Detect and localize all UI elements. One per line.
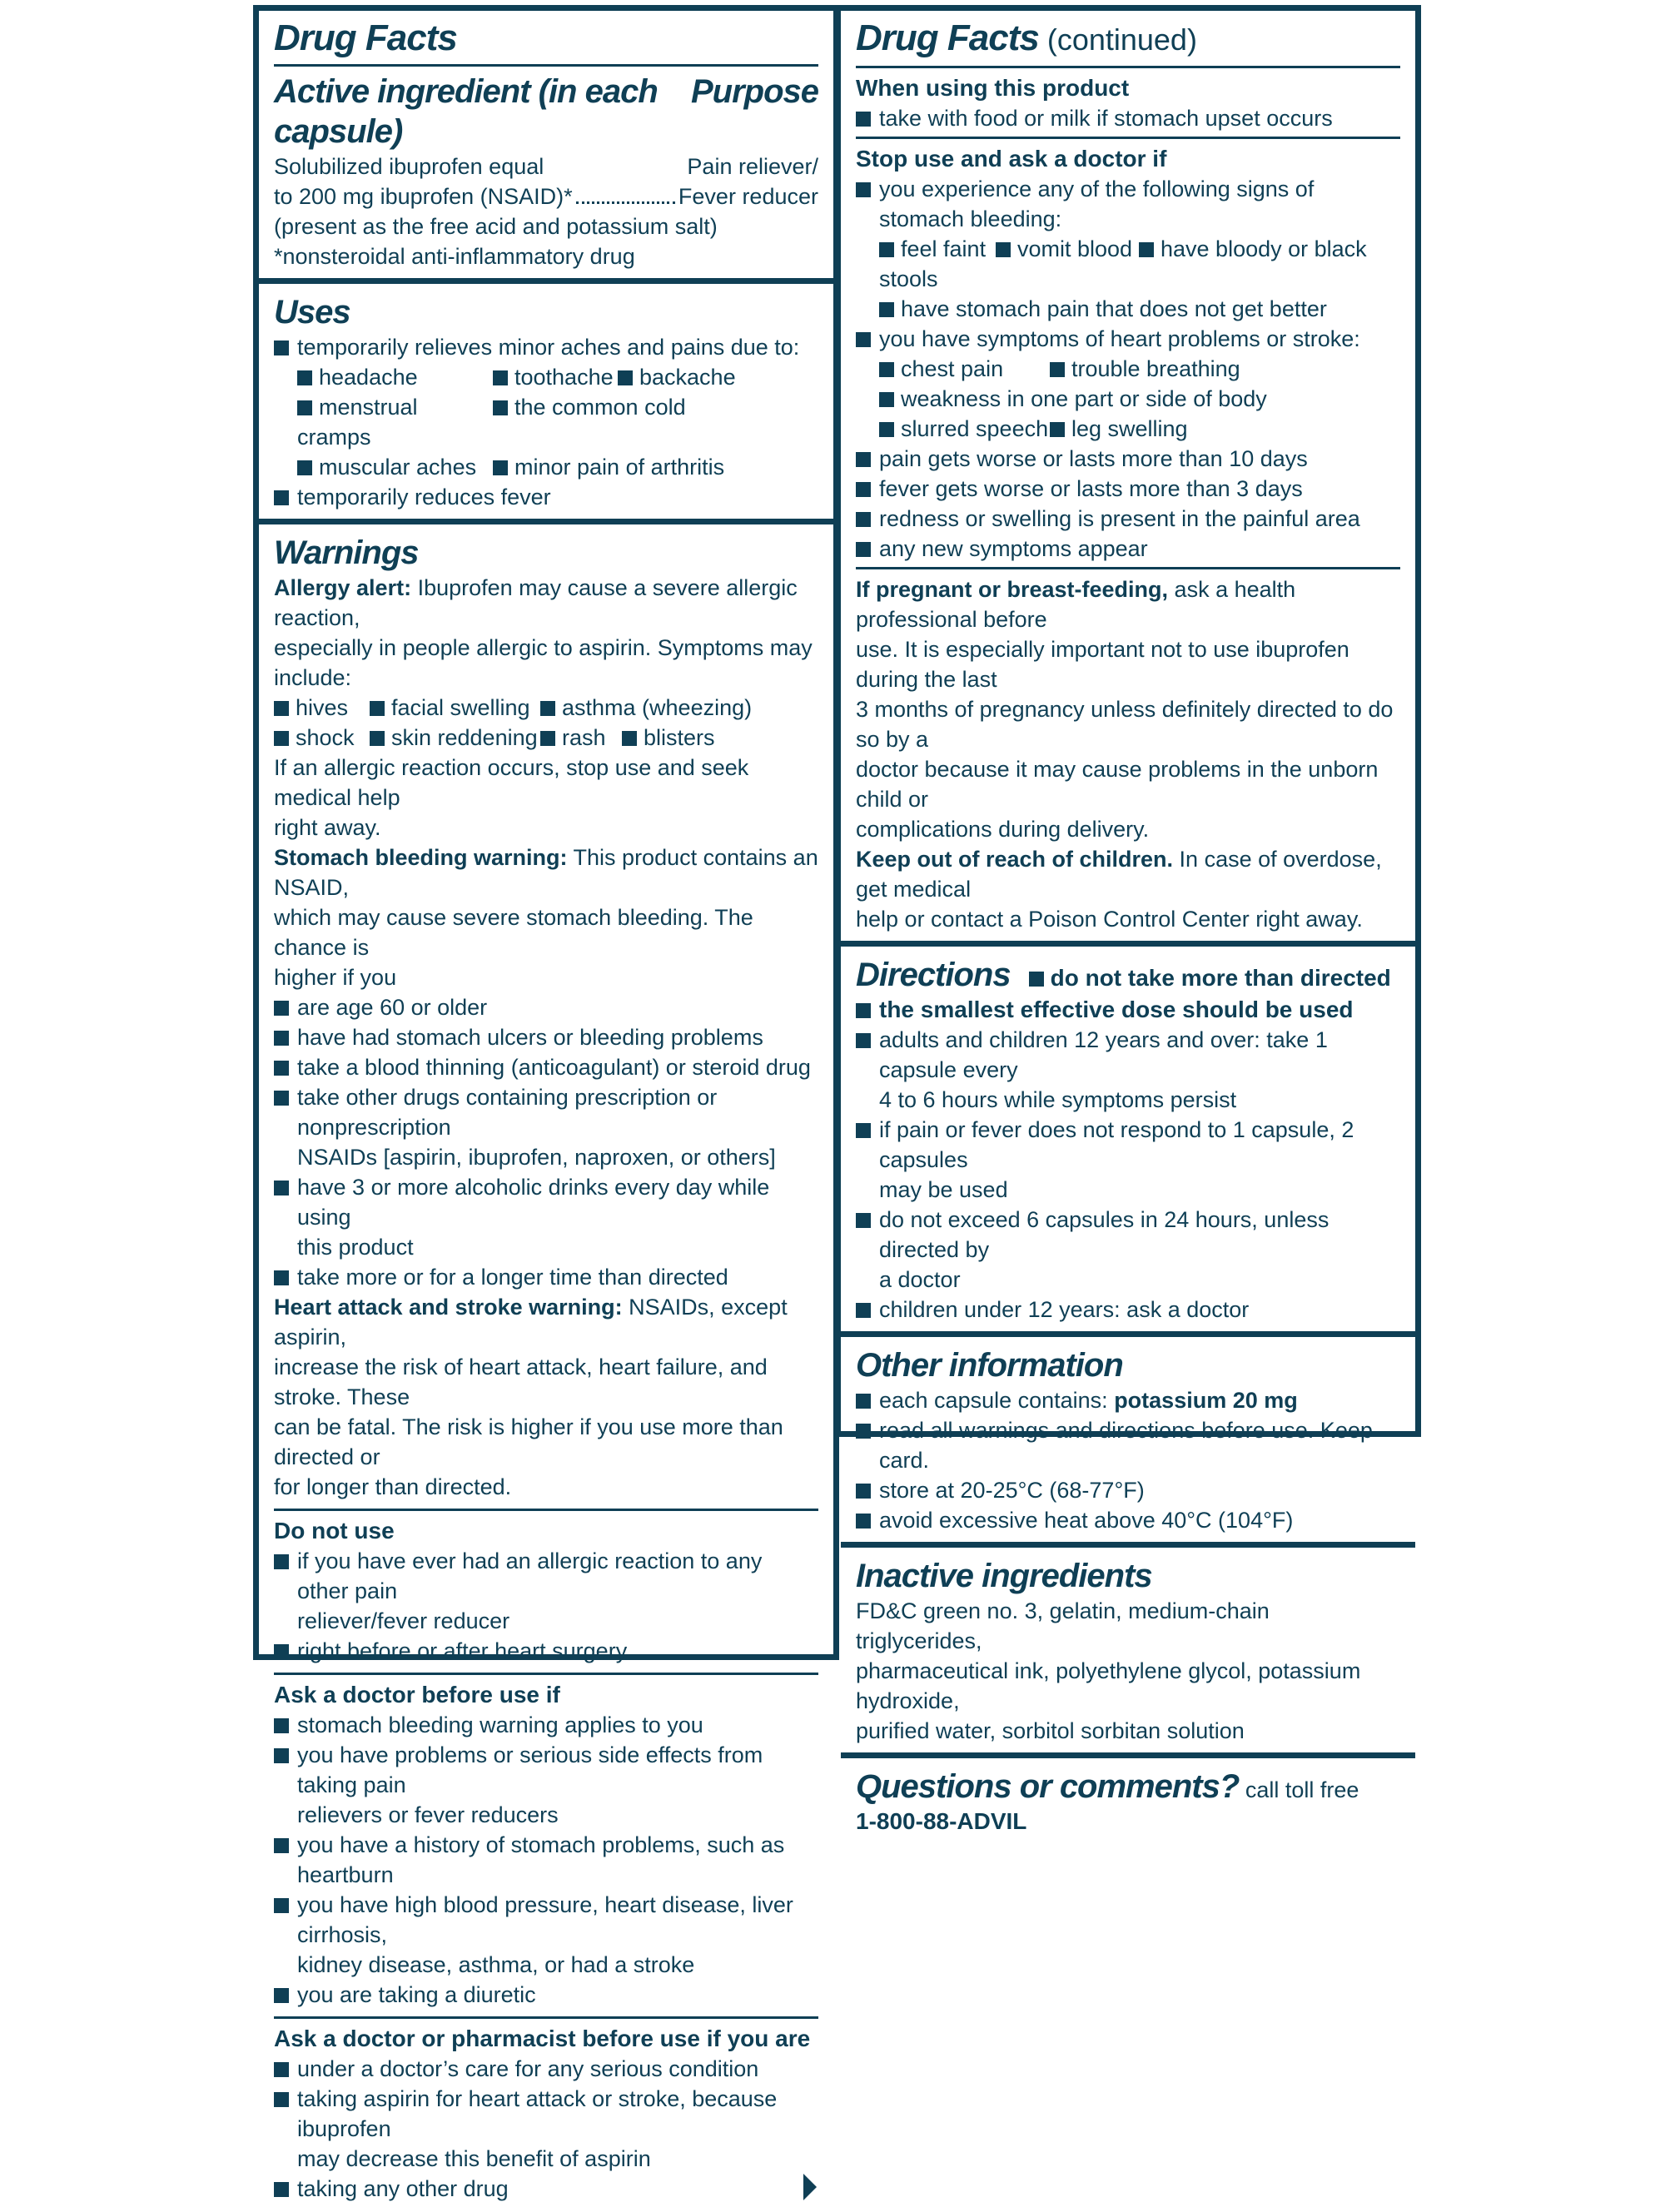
symptoms-row: shock skin reddening rash blisters (274, 723, 818, 753)
divider (856, 66, 1400, 68)
allergy-text: If an allergic reaction occurs, stop use and seek medical help (274, 755, 749, 810)
list-item-line: take other drugs containing prescription or nonprescription (297, 1085, 718, 1140)
square-bullet-icon (1139, 242, 1154, 257)
ingredient-line (274, 181, 818, 211)
list-item-line: taking any other drug (297, 2176, 509, 2201)
list-item: toothache (493, 362, 618, 392)
pregnancy-text: 3 months of pregnancy unless definitely directed to do so by a (856, 697, 1394, 752)
list-item (274, 1636, 818, 1666)
list-item: store at 20-25°C (68-77°F) (856, 1475, 1400, 1505)
uses-heading: Uses (274, 294, 350, 331)
allergy-text: right away. (274, 815, 381, 840)
inactive-text: FD&C green no. 3, gelatin, medium-chain triglycerides, (856, 1598, 1270, 1653)
list-item-line: have 3 or more alcoholic drinks every day while using (297, 1175, 770, 1230)
list-item-line: pain gets worse or lasts more than 10 days (879, 446, 1308, 471)
warnings-continued-panel (841, 11, 1415, 947)
ask-pharmacist-heading: Ask a doctor or pharmacist before use if you are (274, 2026, 811, 2051)
square-bullet-icon (297, 400, 312, 415)
square-bullet-icon (1029, 972, 1044, 987)
list-item-line: NSAIDs [aspirin, ibuprofen, naproxen, or others] (297, 1145, 776, 1170)
other-information-heading: Other information (856, 1347, 1123, 1384)
list-item: each capsule contains: potassium 20 mg (856, 1385, 1400, 1415)
inactive-ingredients-panel (841, 1548, 1415, 1758)
list-item-line: kidney disease, asthma, or had a stroke (297, 1952, 695, 1977)
list-item (856, 504, 1400, 534)
list-item (274, 1172, 818, 1262)
do-not-use-heading: Do not use (274, 1518, 395, 1543)
list-item (274, 2174, 818, 2204)
list-item-line: are age 60 or older (297, 995, 488, 1020)
list-item-line: under a doctor’s care for any serious condition (297, 2056, 759, 2081)
inactive-text: pharmaceutical ink, polyethylene glycol, potassium hydroxide, (856, 1658, 1361, 1713)
list-item-line: right before or after heart surgery (297, 1638, 628, 1663)
uses-sublist (297, 362, 818, 482)
list-item-line: you are taking a diuretic (297, 1982, 536, 2007)
list-item (856, 1025, 1400, 1115)
inactive-text: purified water, sorbitol sorbitan solution (856, 1718, 1245, 1743)
inactive-ingredients-heading: Inactive ingredients (856, 1558, 1152, 1594)
heart-signs: weakness in one part or side of body (879, 384, 1400, 414)
directions-list (856, 1025, 1400, 1325)
square-bullet-icon (1050, 422, 1065, 437)
list-item (856, 444, 1400, 474)
list-item (274, 2054, 818, 2084)
symptoms-row: hives facial swelling asthma (wheezing) (274, 693, 818, 723)
list-item-line: any new symptoms appear (879, 536, 1148, 561)
list-item: temporarily reduces fever (274, 482, 818, 512)
list-item-line: reliever/fever reducer (297, 1608, 510, 1633)
list-item-line: you have a history of stomach problems, such as heartburn (297, 1832, 785, 1887)
list-item (856, 1295, 1400, 1325)
purpose-text: Pain reliever/ (687, 154, 818, 179)
do-not-use-section (274, 1509, 818, 1666)
square-bullet-icon (879, 302, 894, 317)
list-item-line: stomach bleeding warning applies to you (297, 1712, 703, 1737)
list-item-line: fever gets worse or lasts more than 3 days (879, 476, 1303, 501)
square-bullet-icon (540, 701, 555, 716)
warnings-panel (259, 524, 833, 2212)
other-information-panel (841, 1337, 1415, 1548)
phone-number: 1-800-88-ADVIL (856, 1808, 1027, 1834)
square-bullet-icon (540, 731, 555, 746)
directions-heading: Directions (856, 957, 1011, 993)
list-item-line: you have problems or serious side effects from taking pain (297, 1742, 763, 1797)
ingredient-text: Solubilized ibuprofen equal (274, 154, 544, 179)
list-item-line: take more or for a longer time than directed (297, 1265, 728, 1290)
questions-line (856, 1767, 1400, 1807)
list-item-line: adults and children 12 years and over: take 1 capsule every (879, 1027, 1328, 1082)
list-item-line: a doctor (879, 1267, 961, 1292)
square-bullet-icon (1050, 362, 1065, 377)
directions-header (856, 955, 1400, 995)
list-item-line: taking aspirin for heart attack or stroke, because ibuprofen (297, 2086, 778, 2141)
keep-out-warning: Keep out of reach of children. In case of overdose, get medical (856, 847, 1382, 902)
square-bullet-icon (370, 701, 385, 716)
list-item (274, 1052, 818, 1082)
square-bullet-icon (622, 731, 637, 746)
allergy-text: especially in people allergic to aspirin. Symptoms may include: (274, 635, 813, 690)
ask-pharmacist-list (274, 2054, 818, 2204)
stop-use-heading: Stop use and ask a doctor if (856, 146, 1167, 171)
square-bullet-icon (493, 370, 508, 385)
list-item (274, 2084, 818, 2174)
list-item-line: children under 12 years: ask a doctor (879, 1297, 1250, 1322)
list-item: the common cold (493, 392, 784, 452)
heart-signs: slurred speech leg swelling (879, 414, 1400, 444)
purpose-heading: Purpose (690, 73, 818, 110)
list-item (274, 1262, 818, 1292)
square-bullet-icon (879, 392, 894, 407)
drug-facts-title: Drug Facts (274, 17, 457, 58)
divider (856, 567, 1400, 569)
square-bullet-icon (996, 242, 1011, 257)
pregnancy-text: doctor because it may cause problems in the unborn child or (856, 757, 1379, 812)
list-item: temporarily relieves minor aches and pains due to: (274, 332, 818, 362)
active-ingredient-panel (259, 11, 833, 284)
ingredient-footnote: *nonsteroidal anti-inflammatory drug (274, 244, 635, 269)
ask-doctor-list (274, 1710, 818, 2010)
stomach-text: which may cause severe stomach bleeding. The chance is (274, 905, 753, 960)
square-bullet-icon (879, 362, 894, 377)
purpose-text: Fever reducer (678, 184, 818, 209)
list-item (856, 534, 1400, 564)
square-bullet-icon (370, 731, 385, 746)
square-bullet-icon (297, 460, 312, 475)
divider (856, 137, 1400, 139)
active-ingredient-header (274, 72, 818, 152)
questions-panel (841, 1758, 1415, 1843)
list-item: you have symptoms of heart problems or stroke: (856, 324, 1400, 354)
questions-heading: Questions or comments? (856, 1768, 1240, 1805)
divider (274, 64, 818, 67)
list-item (856, 1205, 1400, 1295)
square-bullet-icon (274, 701, 289, 716)
list-item (274, 1830, 818, 1890)
drug-facts-right-column (835, 5, 1421, 1834)
pregnancy-text: complications during delivery. (856, 817, 1150, 842)
bleeding-signs: have stomach pain that does not get better (879, 294, 1400, 324)
list-item (274, 1890, 818, 1980)
list-item-line: may decrease this benefit of aspirin (297, 2146, 651, 2171)
list-item (274, 1082, 818, 1172)
active-ingredient-heading: Active ingredient (in each capsule) (274, 73, 658, 150)
ingredient-note: (present as the free acid and potassium salt) (274, 214, 718, 239)
square-bullet-icon (274, 731, 289, 746)
list-item (274, 1546, 818, 1636)
heart-text: increase the risk of heart attack, heart failure, and stroke. These (274, 1355, 768, 1409)
arrow-right-icon (803, 2174, 817, 2200)
list-item-line: you have high blood pressure, heart disease, liver cirrhosis, (297, 1892, 793, 1947)
do-not-use-list (274, 1546, 818, 1666)
list-item: read all warnings and directions before use. Keep card. (856, 1415, 1400, 1475)
list-item-line: take a blood thinning (anticoagulant) or steroid drug (297, 1055, 811, 1080)
directions-inline: do not take more than directed (1029, 963, 1391, 993)
heart-signs: chest pain trouble breathing (879, 354, 1400, 384)
list-item: backache (618, 362, 784, 392)
ask-pharmacist-section (274, 2016, 818, 2204)
bleeding-signs: feel faint vomit blood have bloody or black stools (879, 236, 1367, 291)
directions-panel (841, 947, 1415, 1337)
warnings-heading: Warnings (274, 534, 419, 571)
list-item (274, 1980, 818, 2010)
list-item-line: this product (297, 1235, 414, 1260)
when-using-heading: When using this product (856, 75, 1130, 101)
list-item: the smallest effective dose should be used (856, 995, 1400, 1025)
ask-doctor-section (274, 1673, 818, 2010)
pregnancy-text: use. It is especially important not to use ibuprofen during the last (856, 637, 1349, 692)
square-bullet-icon (297, 370, 312, 385)
list-item-line: relievers or fever reducers (297, 1802, 559, 1827)
questions-text: call toll free (1239, 1777, 1359, 1802)
ingredient-text: to 200 mg ibuprofen (NSAID)* (274, 184, 573, 209)
allergy-alert: Allergy alert: Ibuprofen may cause a severe allergic reaction, (274, 575, 798, 630)
dot-leader (576, 201, 675, 204)
list-item: menstrual cramps (297, 395, 418, 450)
heart-warning: Heart attack and stroke warning: NSAIDs, except aspirin, (274, 1295, 788, 1350)
list-item: headache (297, 362, 493, 392)
square-bullet-icon (493, 460, 508, 475)
square-bullet-icon (618, 370, 633, 385)
stomach-warning: Stomach bleeding warning: This product contains an NSAID, (274, 845, 818, 900)
square-bullet-icon (879, 422, 894, 437)
square-bullet-icon (493, 400, 508, 415)
list-item (274, 1022, 818, 1052)
ingredient-line (274, 152, 818, 181)
list-item (274, 1740, 818, 1830)
list-item: muscular aches (297, 452, 493, 482)
heart-text: for longer than directed. (274, 1474, 512, 1499)
heart-text: can be fatal. The risk is higher if you use more than directed or (274, 1414, 783, 1469)
keep-out-text: help or contact a Poison Control Center right away. (856, 907, 1363, 932)
list-item (274, 1710, 818, 1740)
list-item (274, 992, 818, 1022)
list-item-line: may be used (879, 1177, 1008, 1202)
ask-doctor-heading: Ask a doctor before use if (274, 1682, 560, 1707)
list-item: take with food or milk if stomach upset occurs (856, 103, 1400, 133)
uses-panel (259, 284, 833, 524)
list-item-line: have had stomach ulcers or bleeding problems (297, 1025, 763, 1050)
drug-facts-left-column (253, 5, 839, 2201)
list-item: avoid excessive heat above 40°C (104°F) (856, 1505, 1400, 1535)
stop-use-list (856, 444, 1400, 564)
list-item-line: if pain or fever does not respond to 1 capsule, 2 capsules (879, 1117, 1354, 1172)
list-item (856, 474, 1400, 504)
list-item-line: 4 to 6 hours while symptoms persist (879, 1087, 1237, 1112)
stomach-text: higher if you (274, 965, 397, 990)
list-item: you experience any of the following signs of stomach bleeding: (856, 174, 1400, 234)
stomach-list (274, 992, 818, 1292)
list-item-line: do not exceed 6 capsules in 24 hours, unless directed by (879, 1207, 1330, 1262)
pregnancy-warning: If pregnant or breast-feeding, ask a health professional before (856, 577, 1296, 632)
list-item: minor pain of arthritis (493, 452, 784, 482)
list-item-line: if you have ever had an allergic reaction to any other pain (297, 1548, 763, 1603)
list-item (856, 1115, 1400, 1205)
drug-facts-continued-title: Drug Facts (continued) (856, 17, 1197, 58)
list-item-line: redness or swelling is present in the painful area (879, 506, 1360, 531)
square-bullet-icon (879, 242, 894, 257)
